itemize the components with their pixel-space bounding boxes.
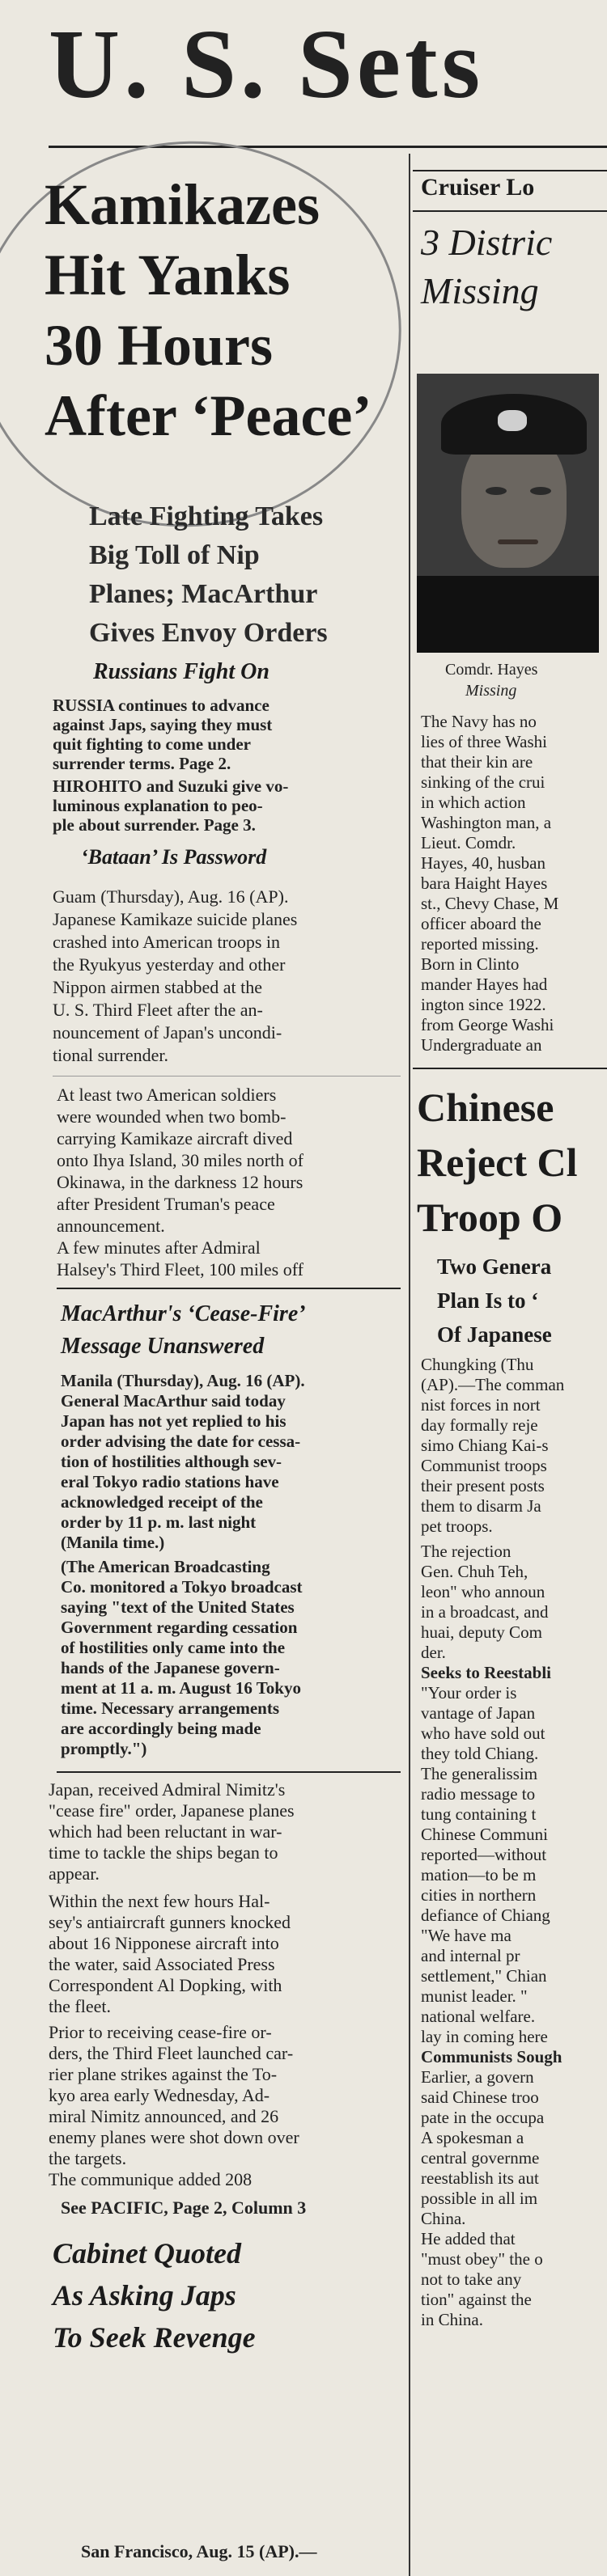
- headline-line: Hit Yanks: [45, 243, 291, 307]
- text-line: "must obey" the o: [421, 2249, 543, 2269]
- subhead-macarthur: [61, 1298, 306, 1363]
- text-line: central governme: [421, 2148, 540, 2168]
- text-line: in China.: [421, 2310, 483, 2329]
- right-kicker-rule: [413, 210, 607, 212]
- text-line: promptly."): [61, 1739, 147, 1758]
- text-line: time. Necessary arrangements: [61, 1698, 279, 1718]
- subhead-russians: Russians Fight On: [93, 659, 270, 684]
- headline-line: 30 Hours: [45, 313, 274, 378]
- headline-line: To Seek Revenge: [53, 2321, 256, 2354]
- text-line: nouncement of Japan's uncondi-: [53, 1022, 282, 1043]
- jump-link[interactable]: See PACIFIC, Page 2, Column 3: [61, 2197, 307, 2218]
- chinese-deck: [437, 1250, 552, 1351]
- text-line: Japan has not yet replied to his: [61, 1411, 287, 1431]
- text-line: st., Chevy Chase, M: [421, 894, 559, 913]
- guam-paragraph: [53, 886, 401, 1067]
- text-line: ders, the Third Fleet launched car-: [49, 2043, 294, 2063]
- text-line: day formally reje: [421, 1415, 538, 1435]
- text-line: national welfare.: [421, 2007, 536, 2026]
- text-line: tion" against the: [421, 2290, 532, 2309]
- text-line: bara Haight Hayes: [421, 873, 548, 893]
- photo-cap-badge: [498, 410, 527, 431]
- text-line: The communique added 208: [49, 2169, 253, 2189]
- chinese-headline: [417, 1080, 578, 1245]
- right-kicker: Cruiser Lo: [421, 174, 535, 201]
- text-line: Undergraduate an: [421, 1035, 542, 1055]
- text-line: lay in coming here: [421, 2027, 548, 2046]
- text-line: Guam (Thursday), Aug. 16 (AP).: [53, 886, 289, 907]
- abc-paragraph: [61, 1557, 401, 1759]
- box-bottom-rule: [57, 1771, 401, 1773]
- text-line: tion of hostilities although sev-: [61, 1452, 282, 1471]
- column-divider: [409, 154, 410, 2576]
- text-line: that their kin are: [421, 752, 533, 772]
- text-line: simo Chiang Kai-s: [421, 1436, 549, 1455]
- text-line: after President Truman's peace: [57, 1194, 275, 1214]
- masthead-rule: [49, 146, 607, 148]
- text-line: Washington man, a: [421, 813, 552, 832]
- text-line: defiance of Chiang: [421, 1906, 550, 1925]
- text-line: HIROHITO and Suzuki give vo-: [53, 776, 289, 796]
- deck-line: Plan Is to ‘: [437, 1288, 539, 1313]
- main-headline: [45, 170, 401, 451]
- photo-coat: [417, 576, 599, 653]
- deck-line: Big Toll of Nip: [89, 540, 260, 570]
- text-line: reported missing.: [421, 934, 539, 954]
- text-line: A spokesman a: [421, 2128, 524, 2147]
- text-line: Manila (Thursday), Aug. 16 (AP).: [61, 1371, 305, 1390]
- deck-line: Of Japanese: [437, 1322, 552, 1347]
- text-line: miral Nimitz announced, and 26: [49, 2106, 279, 2126]
- text-line: radio message to: [421, 1784, 536, 1804]
- text-line: carrying Kamikaze aircraft dived: [57, 1128, 293, 1148]
- text-line: Japanese Kamikaze suicide planes: [53, 909, 298, 929]
- caption-status: Missing: [465, 682, 517, 700]
- photo-eye: [486, 487, 507, 495]
- russia-brief: [53, 696, 393, 773]
- chungking-paragraph: [421, 1355, 607, 2330]
- hirohito-brief: [53, 776, 393, 835]
- text-line: sey's antiaircraft gunners knocked: [49, 1912, 291, 1932]
- text-line: who have sold out: [421, 1724, 545, 1743]
- text-line: General MacArthur said today: [61, 1391, 286, 1411]
- text-line: Chinese Communi: [421, 1825, 548, 1844]
- sanfrancisco-dateline: San Francisco, Aug. 15 (AP).—: [81, 2541, 317, 2561]
- text-line: (The American Broadcasting: [61, 1557, 270, 1576]
- text-line: Chungking (Thu: [421, 1355, 534, 1374]
- deck-line: Gives Envoy Orders: [89, 618, 328, 648]
- headline-line: Chinese: [417, 1085, 554, 1130]
- text-line: The Navy has no: [421, 712, 537, 731]
- text-line: "We have ma: [421, 1926, 511, 1945]
- text-line: lies of three Washi: [421, 732, 547, 751]
- text-line: Born in Clinto: [421, 954, 520, 974]
- text-line: ple about surrender. Page 3.: [53, 815, 256, 835]
- text-line: order advising the date for cessa-: [61, 1432, 301, 1451]
- text-line: Prior to receiving cease-fire or-: [49, 2022, 272, 2042]
- photo-eye: [530, 487, 551, 495]
- text-line: Communist troops: [421, 1456, 547, 1475]
- text-line: hands of the Japanese govern-: [61, 1658, 280, 1677]
- text-line: eral Tokyo radio stations have: [61, 1472, 279, 1491]
- text-line: the fleet.: [49, 1996, 111, 2016]
- text-line: they told Chiang.: [421, 1744, 539, 1763]
- box-top-rule: [57, 1288, 401, 1289]
- text-line: nist forces in nort: [421, 1395, 541, 1415]
- text-line: der.: [421, 1643, 446, 1662]
- text-line: kyo area early Wednesday, Ad-: [49, 2085, 270, 2105]
- deck-line: Late Fighting Takes: [89, 501, 324, 531]
- text-line: U. S. Third Fleet after the an-: [53, 1000, 263, 1020]
- photo-caption: [445, 659, 599, 701]
- text-line: time to tackle the ships began to: [49, 1842, 278, 1863]
- headline-line: Cabinet Quoted: [53, 2237, 242, 2269]
- text-line: He added that: [421, 2229, 516, 2248]
- text-line: acknowledged receipt of the: [61, 1492, 263, 1512]
- text-line: luminous explanation to peo-: [53, 796, 263, 815]
- text-line: leon" who announ: [421, 1582, 545, 1601]
- text-line: Correspondent Al Dopking, with: [49, 1975, 282, 1995]
- headline-line: 3 Distric: [421, 222, 553, 263]
- text-line: vantage of Japan: [421, 1703, 536, 1723]
- cabinet-headline: [53, 2232, 256, 2358]
- text-line: rier plane strikes against the To-: [49, 2064, 278, 2084]
- text-line: their present posts: [421, 1476, 545, 1495]
- text-line: settlement," Chian: [421, 1966, 547, 1986]
- caption-name: Comdr. Hayes: [445, 661, 538, 679]
- text-line: the targets.: [49, 2148, 127, 2168]
- text-line: which had been reluctant in war-: [49, 1821, 282, 1842]
- text-line: not to take any: [421, 2269, 522, 2289]
- right-section-rule: [413, 1068, 607, 1069]
- text-line: pet troops.: [421, 1516, 493, 1536]
- text-line: Halsey's Third Fleet, 100 miles off: [57, 1259, 304, 1280]
- photo-mouth: [498, 539, 538, 544]
- text-line: "Your order is: [421, 1683, 517, 1703]
- text-line: RUSSIA continues to advance: [53, 696, 270, 715]
- text-line: announcement.: [57, 1216, 165, 1236]
- headline-line: After ‘Peace’: [45, 383, 372, 448]
- headline-line: As Asking Japs: [53, 2279, 236, 2312]
- within-paragraph: [49, 1891, 405, 2017]
- text-line: them to disarm Ja: [421, 1496, 541, 1516]
- text-line: pate in the occupa: [421, 2108, 545, 2127]
- japan-paragraph: [49, 1779, 405, 1884]
- subhead-line: MacArthur's ‘Cease-Fire’: [61, 1301, 306, 1326]
- deck-line: Two Genera: [437, 1254, 552, 1279]
- masthead: U. S. Sets: [49, 10, 485, 119]
- text-line: The rejection: [421, 1542, 511, 1561]
- text-line: tional surrender.: [53, 1045, 168, 1065]
- text-line: A few minutes after Admiral: [57, 1237, 261, 1258]
- text-line: against Japs, saying they must: [53, 715, 273, 734]
- text-line: (Manila time.): [61, 1533, 165, 1552]
- text-line: At least two American soldiers: [57, 1085, 277, 1105]
- text-line: mander Hayes had: [421, 975, 548, 994]
- text-line: the water, said Associated Press: [49, 1954, 275, 1974]
- text-line: munist leader. ": [421, 1986, 528, 2006]
- text-line: Hayes, 40, husban: [421, 853, 545, 873]
- text-line: from George Washi: [421, 1015, 554, 1034]
- text-line: Government regarding cessation: [61, 1618, 298, 1637]
- text-line: mation—to be m: [421, 1865, 537, 1884]
- right-headline: [421, 218, 552, 315]
- text-line: saying "text of the United States: [61, 1597, 295, 1617]
- text-line: cities in northern: [421, 1885, 537, 1905]
- text-line: China.: [421, 2209, 466, 2228]
- text-line: enemy planes were shot down over: [49, 2127, 299, 2147]
- text-line: Okinawa, in the darkness 12 hours: [57, 1172, 304, 1192]
- text-line: The generalissim: [421, 1764, 538, 1783]
- text-line: were wounded when two bomb-: [57, 1106, 287, 1127]
- text-line: are accordingly being made: [61, 1719, 261, 1738]
- text-line: ment at 11 a. m. August 16 Tokyo: [61, 1678, 301, 1698]
- see-pacific-jump[interactable]: [61, 2197, 409, 2219]
- text-line: possible in all im: [421, 2189, 538, 2208]
- text-line: Co. monitored a Tokyo broadcast: [61, 1577, 303, 1597]
- prior-paragraph: [49, 2022, 405, 2190]
- headline-line: Missing: [421, 270, 539, 311]
- text-line: crashed into American troops in: [53, 932, 281, 952]
- text-line: officer aboard the: [421, 914, 541, 933]
- subhead-bataan: ‘Bataan’ Is Password: [81, 845, 267, 869]
- text-line: ington since 1922.: [421, 995, 546, 1014]
- text-line: Lieut. Comdr.: [421, 833, 516, 852]
- text-line: onto Ihya Island, 30 miles north of: [57, 1150, 304, 1170]
- text-line: surrender terms. Page 2.: [53, 754, 231, 773]
- text-line: Earlier, a govern: [421, 2067, 534, 2087]
- text-line: order by 11 p. m. last night: [61, 1512, 257, 1532]
- deck-line: Planes; MacArthur: [89, 579, 318, 609]
- headline-line: Troop O: [417, 1195, 563, 1240]
- atleast-paragraph: [57, 1084, 405, 1280]
- text-line: appear.: [49, 1863, 100, 1884]
- headline-line: Kamikazes: [45, 172, 320, 237]
- text-line: tung containing t: [421, 1804, 537, 1824]
- right-top-rule: [413, 170, 607, 171]
- text-line: said Chinese troo: [421, 2087, 539, 2107]
- deck-headline: [89, 497, 397, 653]
- text-line: in a broadcast, and: [421, 1602, 549, 1622]
- text-line: Gen. Chuh Teh,: [421, 1562, 528, 1581]
- clip-seam: [53, 1076, 401, 1077]
- subhead-line: Message Unanswered: [61, 1334, 265, 1359]
- text-line: huai, deputy Com: [421, 1622, 542, 1642]
- navy-paragraph: [421, 712, 607, 1055]
- portrait-photo: [417, 374, 599, 653]
- text-line: of hostilities only came into the: [61, 1638, 286, 1657]
- headline-line: Reject Cl: [417, 1140, 578, 1185]
- manila-paragraph: [61, 1371, 401, 1553]
- text-line: quit fighting to come under: [53, 734, 252, 754]
- text-line: in which action: [421, 793, 526, 812]
- text-line: Japan, received Admiral Nimitz's: [49, 1779, 286, 1800]
- subhead-seeks: Seeks to Reestabli: [421, 1663, 551, 1682]
- text-line: reestablish its aut: [421, 2168, 539, 2188]
- text-line: reported—without: [421, 1845, 547, 1864]
- text-line: "cease fire" order, Japanese planes: [49, 1800, 295, 1821]
- text-line: sinking of the crui: [421, 772, 545, 792]
- text-line: Within the next few hours Hal-: [49, 1891, 270, 1911]
- text-line: the Ryukyus yesterday and other: [53, 954, 286, 975]
- subhead-communists: Communists Sough: [421, 2047, 562, 2066]
- text-line: (AP).—The comman: [421, 1375, 565, 1394]
- text-line: Nippon airmen stabbed at the: [53, 977, 263, 997]
- text-line: and internal pr: [421, 1946, 520, 1965]
- text-line: about 16 Nipponese aircraft into: [49, 1933, 279, 1953]
